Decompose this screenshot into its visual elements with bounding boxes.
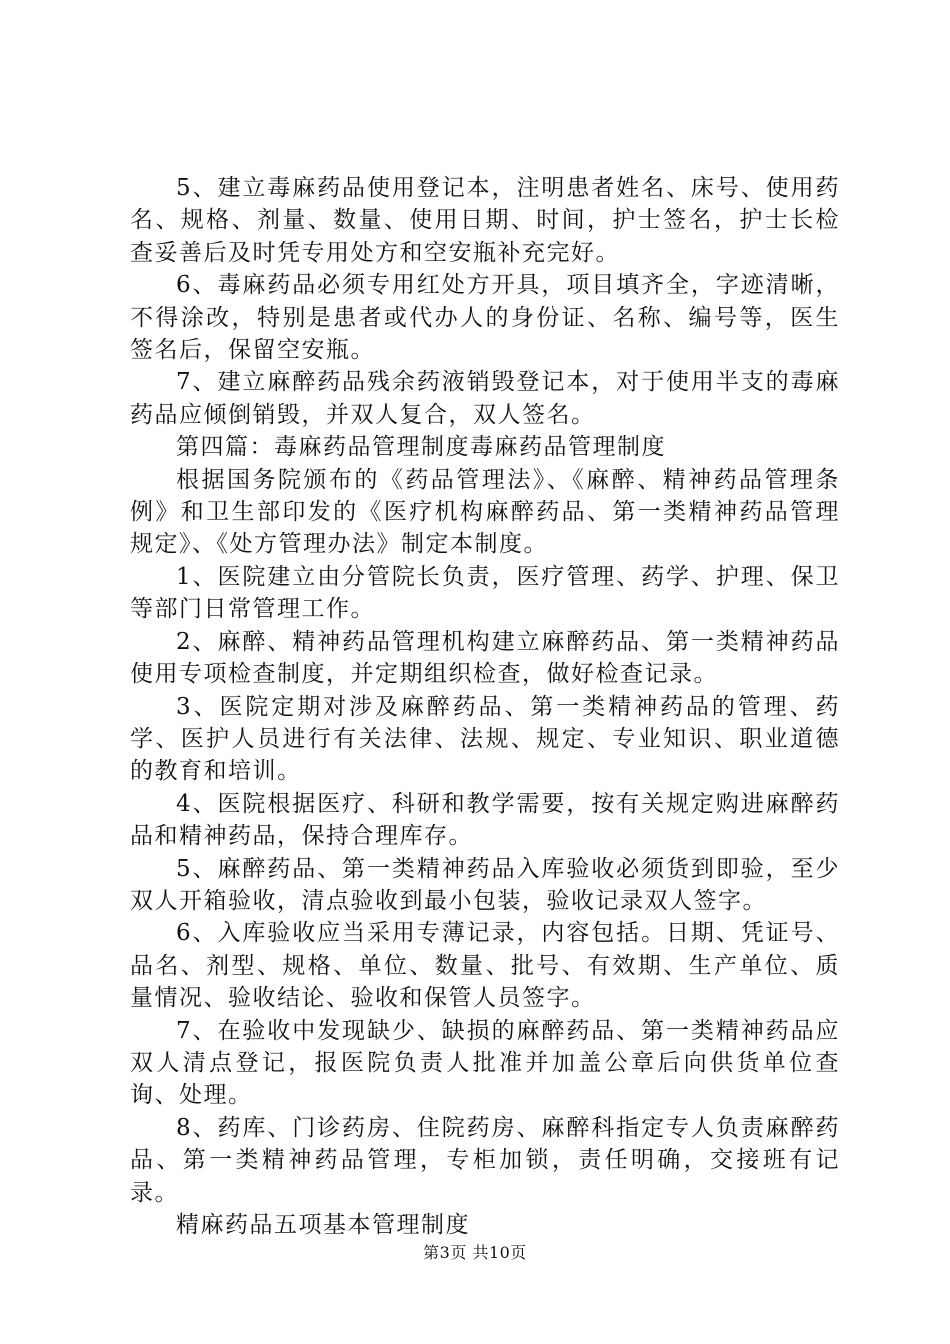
page-number-footer: 第3页 共10页 [423, 1243, 527, 1262]
section-heading-part-four: 第四篇：毒麻药品管理制度毒麻药品管理制度 [176, 434, 666, 461]
paragraph-rule-7: 7、在验收中发现缺少、缺损的麻醉药品、第一类精神药品应双人清点登记，报医院负责人批准并加盖公章后向供货单位查询、处理。 [130, 1017, 840, 1109]
paragraph-rule-8: 8、药库、门诊药房、住院药房、麻醉科指定专人负责麻醉药品、第一类精神药品管理，专柜加锁，责任明确，交接班有记录。 [130, 1114, 840, 1206]
paragraph-item-5-registry: 5、建立毒麻药品使用登记本，注明患者姓名、床号、使用药名、规格、剂量、数量、使用日期、时间，护士签名，护士长检查妥善后及时凭专用处方和空安瓶补充完好。 [130, 175, 840, 266]
section-heading-five-systems: 精麻药品五项基本管理制度 [176, 1212, 470, 1238]
paragraph-rule-4: 4、医院根据医疗、科研和教学需要，按有关规定购进麻醉药品和精神药品，保持合理库存。 [130, 790, 840, 850]
document-body [130, 172, 840, 1241]
paragraph-rule-2: 2、麻醉、精神药品管理机构建立麻醉药品、第一类精神药品使用专项检查制度，并定期组织检查，做好检查记录。 [130, 628, 840, 688]
paragraph-rule-6: 6、入库验收应当采用专薄记录，内容包括。日期、凭证号、品名、剂型、规格、单位、数量、批号、有效期、生产单位、质量情况、验收结论、验收和保管人员签字。 [130, 920, 840, 1012]
paragraph-intro-basis: 根据国务院颁布的《药品管理法》、《麻醉、精神药品管理条例》和卫生部印发的《医疗机构麻醉药品、第一类精神药品管理规定》、《处方管理办法》制定本制度。 [130, 466, 840, 558]
paragraph-rule-3: 3、医院定期对涉及麻醉药品、第一类精神药品的管理、药学、医护人员进行有关法律、法规、规定、专业知识、职业道德的教育和培训。 [130, 693, 840, 785]
paragraph-rule-1: 1、医院建立由分管院长负责，医疗管理、药学、护理、保卫等部门日常管理工作。 [130, 563, 840, 623]
paragraph-item-6-red-prescription: 6、毒麻药品必须专用红处方开具，项目填齐全，字迹清晰，不得涂改，特别是患者或代办人的身份证、名称、编号等，医生签名后，保留空安瓶。 [130, 272, 840, 364]
paragraph-item-7-residue-destruction: 7、建立麻醉药品残余药液销毁登记本，对于使用半支的毒麻药品应倾倒销毁，并双人复合，双人签名。 [130, 369, 840, 428]
paragraph-rule-5: 5、麻醉药品、第一类精神药品入库验收必须货到即验，至少双人开箱验收，清点验收到最小包装，验收记录双人签字。 [130, 855, 840, 914]
